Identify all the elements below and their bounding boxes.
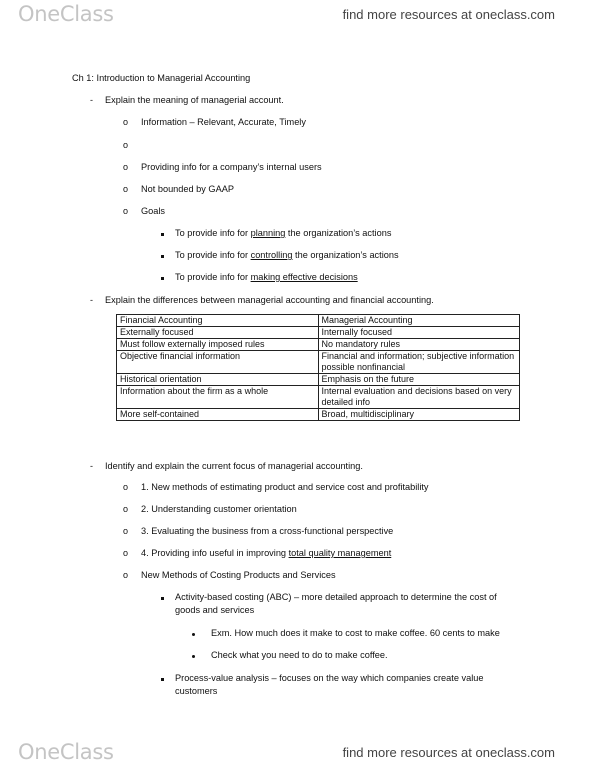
square-bullet: [161, 277, 164, 280]
goal-item: [175, 272, 358, 283]
header-logo: [18, 2, 114, 26]
sub-item-line: goods and services: [175, 605, 255, 615]
header-tagline[interactable]: find more resources at oneclass.com: [342, 7, 555, 22]
dot-bullet: [192, 633, 195, 636]
goal-underlined: making effective decisions: [250, 272, 358, 282]
circle-bullet: o: [123, 570, 129, 580]
table-row: [117, 409, 520, 421]
square-bullet: [161, 678, 164, 681]
dash-bullet: -: [90, 461, 93, 471]
goal-item: [175, 228, 391, 239]
table-cell: No mandatory rules: [318, 339, 520, 351]
table-row: [117, 315, 520, 327]
table-row: [117, 374, 520, 386]
example-item: Exm. How much does it make to cost to make coffee. 60 cents to make: [211, 628, 500, 638]
square-bullet: [161, 233, 164, 236]
list-item-underlined: total quality management: [288, 548, 392, 558]
page-title: Ch 1: Introduction to Managerial Accounting: [72, 73, 251, 83]
sub-item-line: customers: [175, 686, 218, 696]
circle-bullet: o: [123, 117, 129, 127]
table-cell: Information about the firm as a whole: [117, 386, 319, 409]
square-bullet: [161, 597, 164, 600]
logo-text: OneClass: [18, 740, 114, 764]
logo-text: OneClass: [18, 2, 114, 26]
circle-bullet: o: [123, 504, 129, 514]
list-item: Providing info for a company’s internal users: [141, 162, 322, 172]
circle-bullet: o: [123, 206, 129, 216]
dash-bullet: -: [90, 295, 93, 305]
table-cell: Objective financial information: [117, 351, 319, 374]
list-item: [141, 548, 391, 559]
table-cell: Financial and information; subjective information possible nonfinancial: [318, 351, 520, 374]
footer-logo: [18, 740, 114, 764]
dash-bullet: -: [90, 95, 93, 105]
table-header-cell: Financial Accounting: [117, 315, 319, 327]
goal-text: To provide info for: [175, 228, 251, 238]
goal-text: the organization’s actions: [292, 250, 399, 260]
circle-bullet: o: [123, 482, 129, 492]
circle-bullet: o: [123, 184, 129, 194]
goal-text: the organization’s actions: [285, 228, 392, 238]
table-cell: Externally focused: [117, 327, 319, 339]
circle-bullet: o: [123, 548, 129, 558]
list-item: Goals: [141, 206, 166, 216]
table-cell: More self-contained: [117, 409, 319, 421]
goal-item: [175, 250, 399, 261]
circle-bullet: o: [123, 526, 129, 536]
list-item: 1. New methods of estimating product and service cost and profitability: [141, 482, 429, 492]
dot-bullet: [192, 655, 195, 658]
section-heading: Explain the meaning of managerial account.: [105, 95, 284, 105]
table-header-cell: Managerial Accounting: [318, 315, 520, 327]
section-heading: Explain the differences between managerial accounting and financial accounting.: [105, 295, 434, 305]
sub-item-line: Process-value analysis – focuses on the way which companies create value: [175, 673, 484, 683]
comparison-table: [116, 314, 520, 421]
table-row: [117, 327, 520, 339]
table-row: [117, 386, 520, 409]
section-heading: Identify and explain the current focus of managerial accounting.: [105, 461, 363, 471]
table-cell: Emphasis on the future: [318, 374, 520, 386]
goal-underlined: planning: [250, 228, 286, 238]
table-row: [117, 351, 520, 374]
circle-bullet: o: [123, 140, 129, 150]
list-item-text: 4. Providing info useful in improving: [141, 548, 289, 558]
table-row: [117, 339, 520, 351]
list-item: 2. Understanding customer orientation: [141, 504, 297, 514]
table-cell: Must follow externally imposed rules: [117, 339, 319, 351]
list-item: Information – Relevant, Accurate, Timely: [141, 117, 306, 127]
footer-tagline[interactable]: find more resources at oneclass.com: [342, 745, 555, 760]
list-item: 3. Evaluating the business from a cross-functional perspective: [141, 526, 394, 536]
goal-text: To provide info for: [175, 250, 251, 260]
list-item: Not bounded by GAAP: [141, 184, 234, 194]
goal-underlined: controlling: [250, 250, 293, 260]
list-item: New Methods of Costing Products and Services: [141, 570, 336, 580]
table-cell: Historical orientation: [117, 374, 319, 386]
square-bullet: [161, 255, 164, 258]
table-cell: Internal evaluation and decisions based on very detailed info: [318, 386, 520, 409]
goal-text: To provide info for: [175, 272, 251, 282]
table-cell: Internally focused: [318, 327, 520, 339]
table-cell: Broad, multidisciplinary: [318, 409, 520, 421]
example-item: Check what you need to do to make coffee.: [211, 650, 388, 660]
sub-item-line: Activity-based costing (ABC) – more detailed approach to determine the cost of: [175, 592, 497, 602]
circle-bullet: o: [123, 162, 129, 172]
